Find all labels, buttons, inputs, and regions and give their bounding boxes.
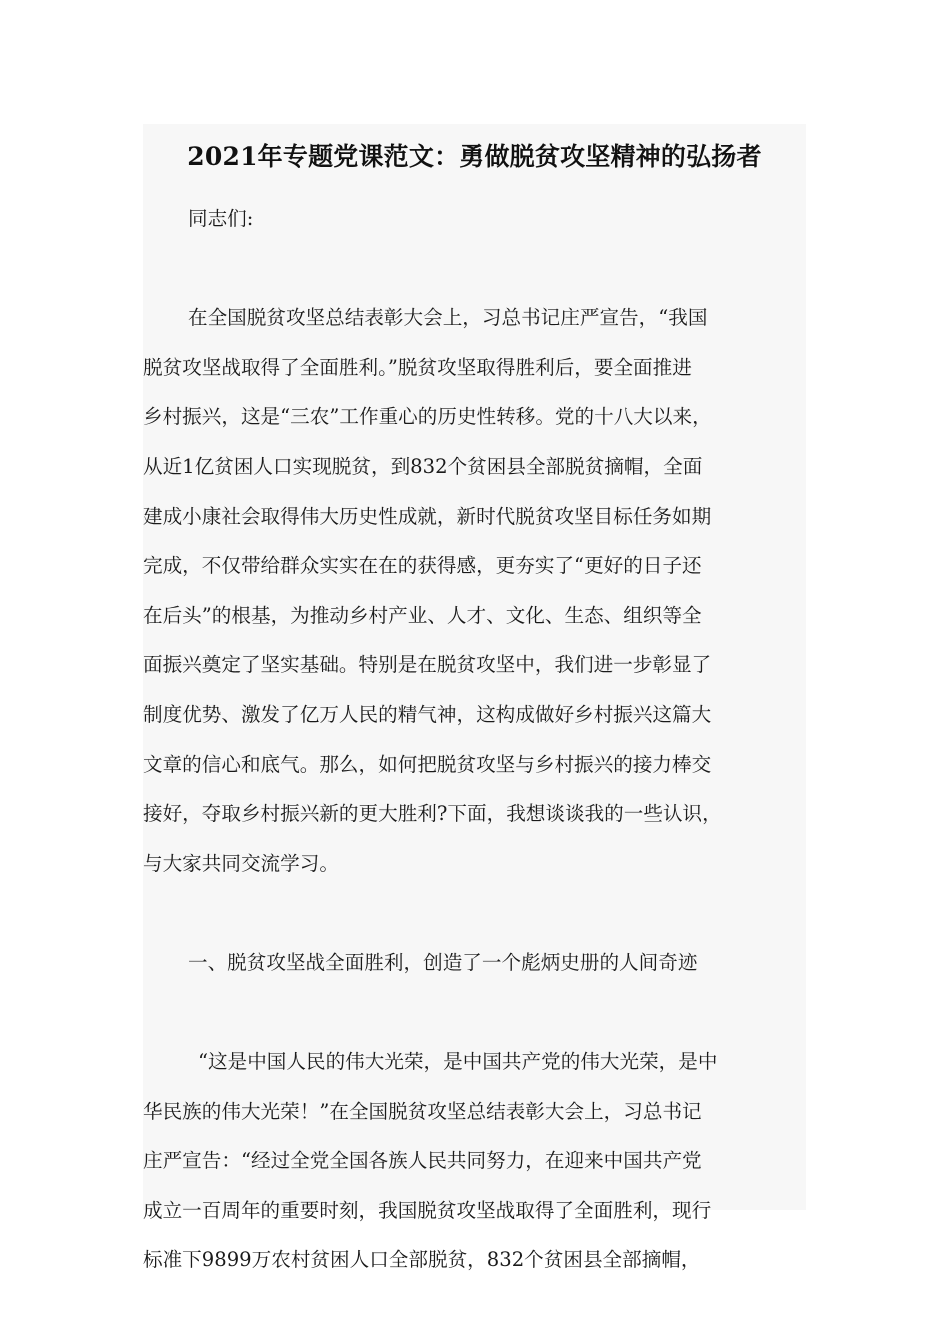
paragraph-line: 庄严宣告：“经过全党全国各族人民共同努力，在迎来中国共产党 — [143, 1149, 702, 1173]
paragraph-line: 成立一百周年的重要时刻，我国脱贫攻坚战取得了全面胜利，现行 — [143, 1198, 712, 1222]
paragraph-spacer — [143, 244, 806, 294]
document-title: 2021年专题党课范文：勇做脱贫攻坚精神的弘扬者 — [187, 142, 762, 171]
section-heading: 一、脱贫攻坚战全面胜利，创造了一个彪炳史册的人间奇迹 — [188, 950, 698, 974]
paragraph-line: 面振兴奠定了坚实基础。特别是在脱贫攻坚中，我们进一步彰显了 — [143, 653, 712, 677]
salutation: 同志们: — [188, 207, 254, 230]
paragraph-line: 建成小康社会取得伟大历史性成就，新时代脱贫攻坚目标任务如期 — [143, 504, 712, 528]
paragraph-line: 文章的信心和底气。那么，如何把脱贫攻坚与乡村振兴的接力棒交 — [143, 752, 712, 776]
paragraph-line: 乡村振兴，这是“三农”工作重心的历史性转移。党的十八大以来， — [143, 405, 712, 429]
paragraph-line: 华民族的伟大光荣！”在全国脱贫攻坚总结表彰大会上，习总书记 — [143, 1099, 702, 1123]
paragraph-line: 与大家共同交流学习。 — [143, 851, 339, 875]
paragraph-line: 从近1亿贫困人口实现脱贫，到832个贫困县全部脱贫摘帽，全面 — [143, 454, 703, 478]
paragraph-line: 制度优势、激发了亿万人民的精气神，这构成做好乡村振兴这篇大 — [143, 702, 712, 726]
paragraph-line: 脱贫攻坚战取得了全面胜利。”脱贫攻坚取得胜利后，要全面推进 — [143, 355, 692, 379]
paragraph-spacer — [143, 888, 806, 938]
paragraph-line: 在后头”的根基，为推动乡村产业、人才、文化、生态、组织等全 — [143, 603, 702, 627]
paragraph-spacer — [143, 988, 806, 1038]
document-body — [143, 194, 806, 1285]
paragraph-line: 完成，不仅带给群众实实在在的获得感，更夯实了“更好的日子还 — [143, 554, 702, 578]
paragraph-line: 接好，夺取乡村振兴新的更大胜利?下面，我想谈谈我的一些认识， — [143, 802, 722, 826]
paragraph-line: 在全国脱贫攻坚总结表彰大会上，习总书记庄严宣告，“我国 — [188, 306, 708, 330]
paragraph-line: 标准下9899万农村贫困人口全部脱贫，832个贫困县全部摘帽， — [143, 1248, 701, 1272]
document-page — [143, 124, 806, 1272]
paragraph-line: “这是中国人民的伟大光荣，是中国共产党的伟大光荣，是中 — [198, 1050, 718, 1074]
